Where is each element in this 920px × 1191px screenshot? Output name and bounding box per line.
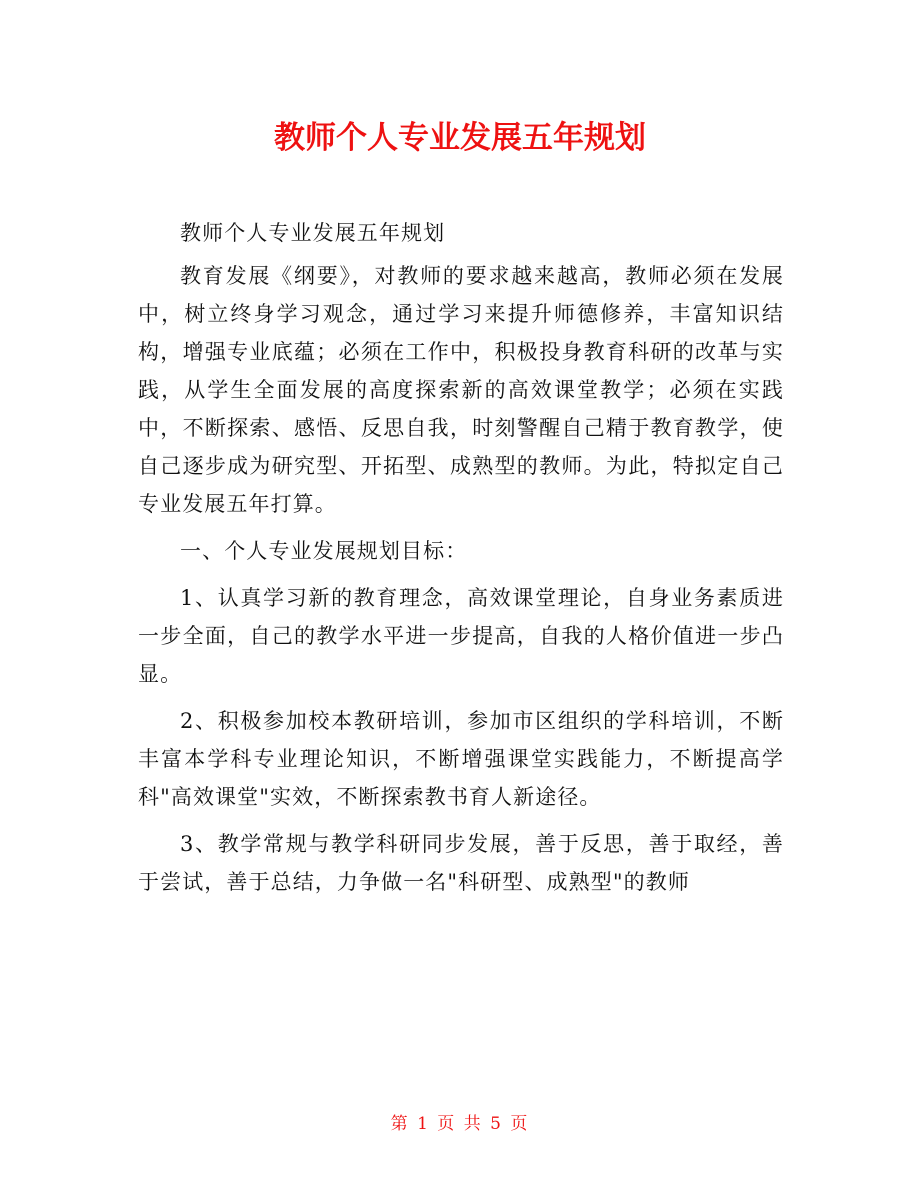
goal-item-1: 1、认真学习新的教育理念，高效课堂理论，自身业务素质进一步全面，自己的教学水平进一步提高，自我的人格价值进一步凸显。 — [138, 586, 784, 686]
goal-item-3: 3、教学常规与教学科研同步发展，善于反思，善于取经，善于尝试，善于总结，力争做一名"科研型、成熟型"的教师 — [138, 832, 784, 894]
intro-paragraph: 教育发展《纲要》，对教师的要求越来越高，教师必须在发展中，树立终身学习观念，通过学习来提升师德修养，丰富知识结构，增强专业底蕴；必须在工作中，积极投身教育科研的改革与实践，从学生全面发展的高度探索新的高效课堂教学；必须在实践中，不断探索、感悟、反思自我，时刻警醒自己精于教育教学，使自己逐步成为研究型、开拓型、成熟型的教师。为此，特拟定自己专业发展五年打算。 — [138, 264, 784, 516]
body-subtitle: 教师个人专业发展五年规划 — [180, 221, 446, 245]
document-body — [138, 214, 784, 910]
section-heading-goals: 一、个人专业发展规划目标： — [180, 539, 468, 563]
goal-item-2: 2、积极参加校本教研培训，参加市区组织的学科培训，不断丰富本学科专业理论知识，不断增强课堂实践能力，不断提高学科"高效课堂"实效，不断探索教书育人新途径。 — [138, 709, 784, 809]
page-number-footer: 第 1 页 共 5 页 — [390, 1114, 530, 1134]
document-title: 教师个人专业发展五年规划 — [274, 120, 646, 156]
